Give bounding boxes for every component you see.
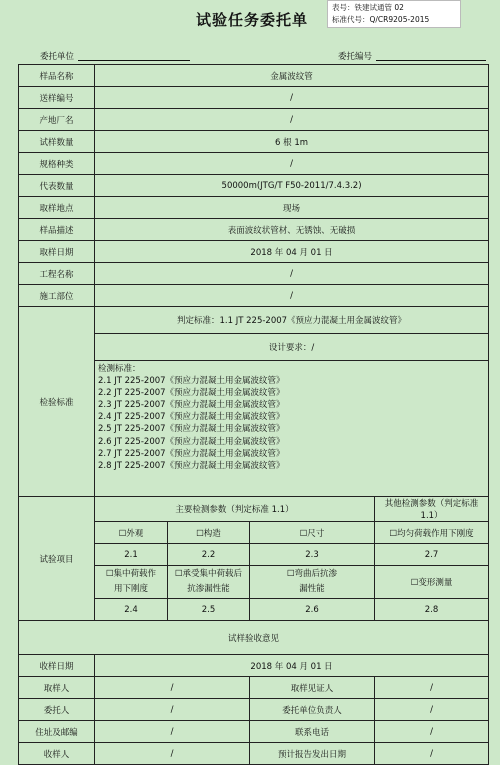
detection-item: 2.2 JT 225-2007《预应力混凝土用金属波纹管》	[98, 388, 285, 399]
item-code: 2.3	[250, 544, 375, 566]
row-test-items-header	[19, 497, 489, 522]
row-sample-date	[19, 241, 489, 263]
test-standard-label: 检验标准	[19, 307, 95, 497]
row-delivery-no	[19, 87, 489, 109]
detection-item: 2.4 JT 225-2007《预应力混凝土用金属波纹管》	[98, 412, 285, 423]
phone-value[interactable]: /	[375, 721, 489, 743]
report-date-value[interactable]: /	[375, 743, 489, 765]
item-code: 2.2	[168, 544, 250, 566]
detection-item: 2.5 JT 225-2007《预应力混凝土用金属波纹管》	[98, 424, 285, 435]
row-construction	[19, 285, 489, 307]
standard-code: 标准代号：Q/CR9205-2015	[332, 15, 430, 24]
test-items-label: 试验项目	[19, 497, 95, 621]
other-params-header: 其他检测参数（判定标准 1.1）	[375, 497, 489, 522]
detection-title: 检测标准：	[98, 364, 141, 374]
item-name-line: ☐承受集中荷载后	[174, 569, 243, 579]
item-name-line: ☐弯曲后抗渗	[286, 569, 338, 579]
spec-value[interactable]: /	[95, 153, 489, 175]
detection-item: 2.3 JT 225-2007《预应力混凝土用金属波纹管》	[98, 400, 285, 411]
row-quantity	[19, 131, 489, 153]
row-receiver	[19, 743, 489, 765]
receive-date-label: 收样日期	[19, 655, 95, 677]
item-code: 2.7	[375, 544, 489, 566]
location-value[interactable]: 现场	[95, 197, 489, 219]
manufacturer-label: 产地厂名	[19, 109, 95, 131]
sampler-value[interactable]: /	[95, 677, 250, 699]
project-value[interactable]: /	[95, 263, 489, 285]
quantity-label: 试样数量	[19, 131, 95, 153]
row-receive-date	[19, 655, 489, 677]
row-sample-name	[19, 65, 489, 87]
item-name-line: 抗渗漏性能	[187, 584, 230, 594]
receiver-value[interactable]: /	[95, 743, 250, 765]
row-sampler	[19, 677, 489, 699]
delivery-no-value[interactable]: /	[95, 87, 489, 109]
row-judgment-standard	[19, 307, 489, 334]
item-code: 2.8	[375, 599, 489, 621]
row-project	[19, 263, 489, 285]
witness-value[interactable]: /	[375, 677, 489, 699]
row-rep-qty	[19, 175, 489, 197]
detection-item: 2.7 JT 225-2007《预应力混凝土用金属波纹管》	[98, 448, 285, 459]
sample-name-value[interactable]: 金属波纹管	[95, 65, 489, 87]
document-title: 试验任务委托单	[196, 11, 309, 29]
detection-item: 2.6 JT 225-2007《预应力混凝土用金属波纹管》	[98, 436, 285, 447]
client-head-label: 委托单位负责人	[250, 699, 375, 721]
checkbox-leak-after-bend[interactable]	[250, 566, 375, 599]
project-label: 工程名称	[19, 263, 95, 285]
item-code: 2.5	[168, 599, 250, 621]
witness-label: 取样见证人	[250, 677, 375, 699]
client-head-value[interactable]: /	[375, 699, 489, 721]
sample-name-label: 样品名称	[19, 65, 95, 87]
checkbox-appearance[interactable]: ☐外观	[95, 522, 168, 544]
client-unit-field[interactable]	[78, 60, 190, 61]
checkbox-concentrated-load-stiffness[interactable]	[95, 566, 168, 599]
report-date-label: 预计报告发出日期	[250, 743, 375, 765]
checkbox-leak-after-load[interactable]	[168, 566, 250, 599]
form-number: 表号：铁建试通管 02	[332, 3, 404, 12]
spec-label: 规格种类	[19, 153, 95, 175]
row-location	[19, 197, 489, 219]
acceptance-opinion[interactable]: 试样验收意见	[19, 621, 489, 655]
row-client	[19, 699, 489, 721]
row-description	[19, 219, 489, 241]
checkbox-deformation[interactable]: ☐变形测量	[375, 566, 489, 599]
detection-item: 2.1 JT 225-2007《预应力混凝土用金属波纹管》	[98, 376, 285, 387]
detection-item: 2.8 JT 225-2007《预应力混凝土用金属波纹管》	[98, 460, 285, 471]
item-code: 2.1	[95, 544, 168, 566]
delivery-no-label: 送样编号	[19, 87, 95, 109]
item-name-line: ☐集中荷载作	[105, 569, 157, 579]
client-value[interactable]: /	[95, 699, 250, 721]
address-label: 住址及邮编	[19, 721, 95, 743]
sample-date-value[interactable]: 2018 年 04 月 01 日	[95, 241, 489, 263]
location-label: 取样地点	[19, 197, 95, 219]
manufacturer-value[interactable]: /	[95, 109, 489, 131]
design-requirement[interactable]: 设计要求：/	[95, 334, 489, 361]
row-spec	[19, 153, 489, 175]
phone-label: 联系电话	[250, 721, 375, 743]
item-code: 2.6	[250, 599, 375, 621]
sampler-label: 取样人	[19, 677, 95, 699]
description-value[interactable]: 表面波纹状管材、无锈蚀、无破损	[95, 219, 489, 241]
quantity-value[interactable]: 6 根 1m	[95, 131, 489, 153]
receiver-label: 收样人	[19, 743, 95, 765]
description-label: 样品描述	[19, 219, 95, 241]
item-name-line: 漏性能	[299, 584, 325, 594]
commission-form-table	[18, 64, 489, 765]
construction-label: 施工部位	[19, 285, 95, 307]
client-label: 委托人	[19, 699, 95, 721]
form-info-box	[327, 0, 461, 28]
receive-date-value[interactable]: 2018 年 04 月 01 日	[95, 655, 489, 677]
address-value[interactable]: /	[95, 721, 250, 743]
construction-value[interactable]: /	[95, 285, 489, 307]
checkbox-structure[interactable]: ☐构造	[168, 522, 250, 544]
checkbox-dimension[interactable]: ☐尺寸	[250, 522, 375, 544]
client-no-field[interactable]	[376, 60, 486, 61]
client-unit-label: 委托单位	[40, 52, 75, 62]
row-address	[19, 721, 489, 743]
client-no-label: 委托编号	[338, 52, 373, 62]
judgment-standard[interactable]: 判定标准：1.1 JT 225-2007《预应力混凝土用金属波纹管》	[95, 307, 489, 334]
checkbox-uniform-load-stiffness[interactable]: ☐均匀荷载作用下刚度	[375, 522, 489, 544]
item-name-line: 用下刚度	[113, 584, 148, 594]
sample-date-label: 取样日期	[19, 241, 95, 263]
item-code: 2.4	[95, 599, 168, 621]
main-params-header: 主要检测参数（判定标准 1.1）	[95, 497, 375, 522]
rep-qty-label: 代表数量	[19, 175, 95, 197]
row-acceptance	[19, 621, 489, 655]
detection-standard[interactable]	[95, 361, 489, 497]
rep-qty-value[interactable]: 50000m(JTG/T F50-2011/7.4.3.2)	[95, 175, 489, 197]
row-manufacturer	[19, 109, 489, 131]
